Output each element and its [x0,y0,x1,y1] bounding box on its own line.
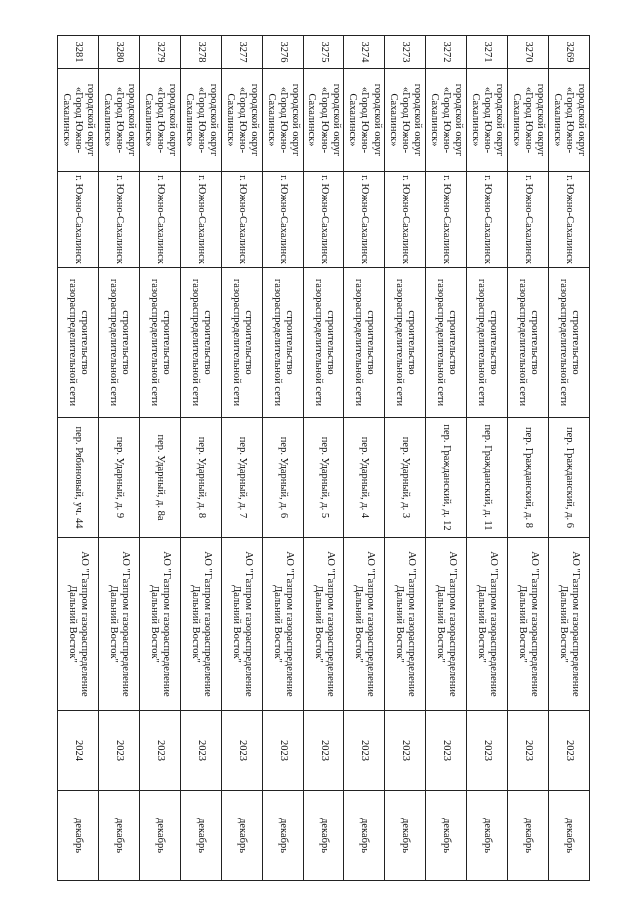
municipality-cell: городской округ «Город Южно-Сахалинск» [180,69,221,172]
row-number: 3271 [467,36,508,69]
municipality-cell: городской округ «Город Южно-Сахалинск» [98,69,139,172]
organization-cell: АО "Газпром газораспределение Дальний Восток" [221,538,262,711]
row-number: 3270 [508,36,549,69]
organization-cell: АО "Газпром газораспределение Дальний Восток" [58,538,99,711]
work-type-cell: строительство газораспределительной сети [303,268,344,418]
month-cell: декабрь [139,791,180,881]
organization-cell: АО "Газпром газораспределение Дальний Восток" [508,538,549,711]
month-cell: декабрь [180,791,221,881]
table-row [221,36,262,881]
month-cell: декабрь [344,791,385,881]
municipality-cell: городской округ «Город Южно-Сахалинск» [303,69,344,172]
row-number: 3273 [385,36,426,69]
organization-cell: АО "Газпром газораспределение Дальний Восток" [303,538,344,711]
month-cell: декабрь [508,791,549,881]
row-number: 3280 [98,36,139,69]
address-cell: пер. Ударный, д. 8а [139,418,180,538]
table-row [508,36,549,881]
organization-cell: АО "Газпром газораспределение Дальний Восток" [262,538,303,711]
address-cell: пер. Ударный, д. 5 [303,418,344,538]
month-cell: декабрь [549,791,590,881]
month-cell: декабрь [58,791,99,881]
address-cell: пер. Гражданский, д. 6 [549,418,590,538]
work-type-cell: строительство газораспределительной сети [139,268,180,418]
municipality-cell: городской округ «Город Южно-Сахалинск» [344,69,385,172]
table-body [58,36,590,881]
table-row [139,36,180,881]
settlement-cell: г. Южно-Сахалинск [508,172,549,268]
work-type-cell: строительство газораспределительной сети [344,268,385,418]
settlement-cell: г. Южно-Сахалинск [426,172,467,268]
address-cell: пер. Ударный, д. 7 [221,418,262,538]
month-cell: декабрь [385,791,426,881]
settlement-cell: г. Южно-Сахалинск [180,172,221,268]
table-row [262,36,303,881]
municipality-cell: городской округ «Город Южно-Сахалинск» [58,69,99,172]
year-cell: 2023 [549,711,590,791]
year-cell: 2023 [98,711,139,791]
work-type-cell: строительство газораспределительной сети [262,268,303,418]
row-number: 3281 [58,36,99,69]
settlement-cell: г. Южно-Сахалинск [385,172,426,268]
address-cell: пер. Ударный, д. 8 [180,418,221,538]
address-cell: пер. Гражданский, д. 11 [467,418,508,538]
settlement-cell: г. Южно-Сахалинск [344,172,385,268]
work-type-cell: строительство газораспределительной сети [58,268,99,418]
year-cell: 2023 [180,711,221,791]
year-cell: 2023 [344,711,385,791]
municipality-cell: городской округ «Город Южно-Сахалинск» [426,69,467,172]
table-row [58,36,99,881]
settlement-cell: г. Южно-Сахалинск [303,172,344,268]
work-type-cell: строительство газораспределительной сети [98,268,139,418]
table-row [385,36,426,881]
month-cell: декабрь [303,791,344,881]
month-cell: декабрь [426,791,467,881]
year-cell: 2024 [58,711,99,791]
address-cell: пер. Ударный, д. 4 [344,418,385,538]
settlement-cell: г. Южно-Сахалинск [58,172,99,268]
year-cell: 2023 [303,711,344,791]
month-cell: декабрь [467,791,508,881]
municipality-cell: городской округ «Город Южно-Сахалинск» [549,69,590,172]
address-cell: пер. Ударный, д. 6 [262,418,303,538]
row-number: 3279 [139,36,180,69]
row-number: 3269 [549,36,590,69]
work-type-cell: строительство газораспределительной сети [221,268,262,418]
year-cell: 2023 [221,711,262,791]
table-row [426,36,467,881]
work-type-cell: строительство газораспределительной сети [180,268,221,418]
table-row [180,36,221,881]
gasification-schedule-table [57,35,590,881]
row-number: 3272 [426,36,467,69]
year-cell: 2023 [426,711,467,791]
settlement-cell: г. Южно-Сахалинск [262,172,303,268]
settlement-cell: г. Южно-Сахалинск [139,172,180,268]
row-number: 3277 [221,36,262,69]
work-type-cell: строительство газораспределительной сети [549,268,590,418]
work-type-cell: строительство газораспределительной сети [385,268,426,418]
work-type-cell: строительство газораспределительной сети [426,268,467,418]
organization-cell: АО "Газпром газораспределение Дальний Восток" [139,538,180,711]
municipality-cell: городской округ «Город Южно-Сахалинск» [262,69,303,172]
year-cell: 2023 [262,711,303,791]
address-cell: пер. Гражданский, д. 12 [426,418,467,538]
settlement-cell: г. Южно-Сахалинск [549,172,590,268]
organization-cell: АО "Газпром газораспределение Дальний Восток" [549,538,590,711]
row-number: 3275 [303,36,344,69]
row-number: 3274 [344,36,385,69]
organization-cell: АО "Газпром газораспределение Дальний Восток" [344,538,385,711]
address-cell: пер. Ударный, д. 9 [98,418,139,538]
organization-cell: АО "Газпром газораспределение Дальний Восток" [180,538,221,711]
municipality-cell: городской округ «Город Южно-Сахалинск» [221,69,262,172]
table-row [344,36,385,881]
year-cell: 2023 [508,711,549,791]
table-row [549,36,590,881]
work-type-cell: строительство газораспределительной сети [508,268,549,418]
settlement-cell: г. Южно-Сахалинск [98,172,139,268]
address-cell: пер. Гражданский, д. 8 [508,418,549,538]
municipality-cell: городской округ «Город Южно-Сахалинск» [508,69,549,172]
organization-cell: АО "Газпром газораспределение Дальний Восток" [385,538,426,711]
organization-cell: АО "Газпром газораспределение Дальний Восток" [426,538,467,711]
municipality-cell: городской округ «Город Южно-Сахалинск» [385,69,426,172]
table-row [467,36,508,881]
municipality-cell: городской округ «Город Южно-Сахалинск» [139,69,180,172]
municipality-cell: городской округ «Город Южно-Сахалинск» [467,69,508,172]
month-cell: декабрь [98,791,139,881]
organization-cell: АО "Газпром газораспределение Дальний Восток" [467,538,508,711]
table-row [303,36,344,881]
settlement-cell: г. Южно-Сахалинск [467,172,508,268]
rotated-page-content [57,35,590,880]
year-cell: 2023 [385,711,426,791]
year-cell: 2023 [467,711,508,791]
year-cell: 2023 [139,711,180,791]
table-row [98,36,139,881]
address-cell: пер. Рябиновый, уч. 44 [58,418,99,538]
organization-cell: АО "Газпром газораспределение Дальний Восток" [98,538,139,711]
month-cell: декабрь [262,791,303,881]
month-cell: декабрь [221,791,262,881]
row-number: 3276 [262,36,303,69]
settlement-cell: г. Южно-Сахалинск [221,172,262,268]
row-number: 3278 [180,36,221,69]
address-cell: пер. Ударный, д. 3 [385,418,426,538]
work-type-cell: строительство газораспределительной сети [467,268,508,418]
